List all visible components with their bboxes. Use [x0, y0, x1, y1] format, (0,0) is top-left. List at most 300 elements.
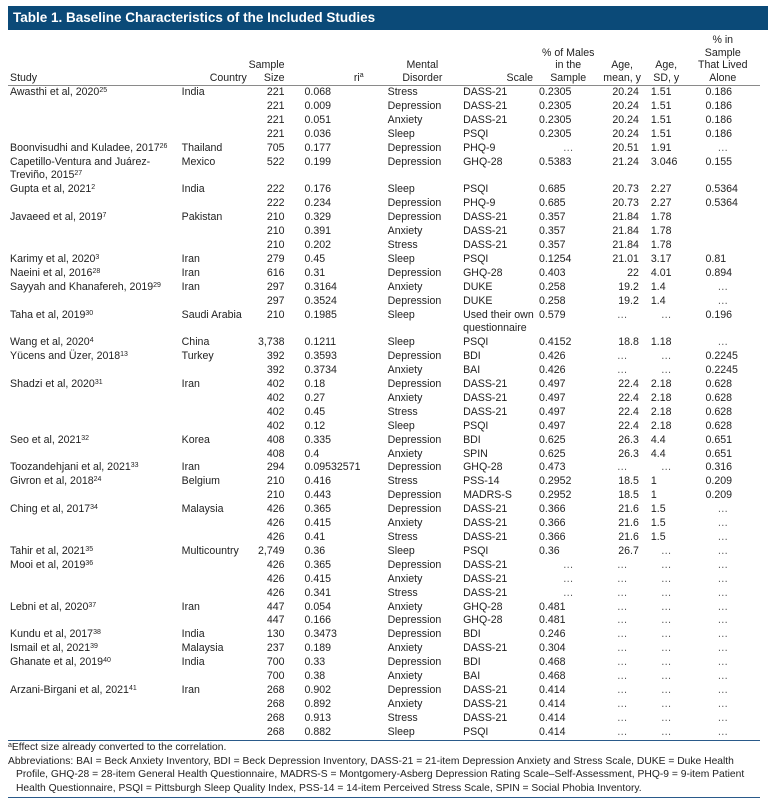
cell-size: 447 — [266, 614, 285, 627]
header-alone-line2: Sample — [704, 46, 741, 59]
cell-country: China — [181, 336, 210, 349]
study-name: Gupta et al, 2021 — [10, 183, 92, 196]
cell-alone: 0.628 — [705, 378, 733, 391]
table-row — [8, 712, 760, 726]
cell-ri: 0.902 — [304, 683, 332, 696]
cell-mean: … — [616, 628, 628, 641]
cell-ri: 0.1985 — [304, 308, 337, 321]
cell-country: India — [181, 656, 205, 669]
cell-mean: 21.6 — [618, 517, 639, 530]
cell-study — [8, 628, 182, 642]
header-ri-label: ri — [353, 71, 360, 84]
cell-size: 221 — [266, 99, 285, 112]
cell-disorder: Depression — [387, 433, 442, 446]
cell-males: 0.304 — [539, 642, 566, 655]
cell-scale: DASS-21 — [463, 642, 508, 655]
study-name: Givron et al, 2018 — [10, 475, 94, 488]
table-row — [8, 253, 760, 267]
cell-ri: 0.1211 — [304, 336, 337, 349]
cell-sd: 2.27 — [650, 197, 672, 210]
cell-sd: 2.18 — [650, 378, 672, 391]
cell-mean: … — [616, 461, 628, 474]
cell-alone: 0.209 — [705, 489, 733, 502]
table-row — [8, 573, 760, 587]
cell-disorder: Stress — [387, 405, 418, 418]
cell-ri: 0.068 — [304, 86, 332, 98]
header-ri-footnote-mark: a — [359, 71, 364, 79]
table-row — [8, 364, 760, 378]
cell-sd: 1.5 — [650, 517, 666, 530]
cell-disorder: Sleep — [387, 127, 415, 140]
cell-disorder: Depression — [387, 155, 442, 168]
cell-country: Iran — [181, 266, 200, 279]
cell-disorder: Depression — [387, 141, 442, 154]
table-row — [8, 156, 760, 184]
cell-scale: DASS-21 — [463, 711, 508, 724]
cell-sd: … — [660, 614, 672, 627]
cell-sd: … — [660, 308, 672, 321]
cell-country: Mexico — [181, 155, 216, 168]
cell-scale: BDI — [463, 656, 481, 669]
reference-number: 13 — [120, 351, 128, 359]
cell-males: 0.357 — [539, 225, 566, 238]
cell-country: Iran — [181, 252, 200, 265]
cell-country — [182, 392, 247, 406]
header-country-label: Country — [209, 71, 247, 84]
cell-disorder: Depression — [387, 614, 442, 627]
table-row — [8, 281, 760, 295]
cell-disorder: Sleep — [387, 308, 415, 321]
cell-mean: 20.24 — [612, 127, 639, 140]
header-mean-line2: mean, y — [603, 71, 641, 84]
cell-mean: 26.3 — [618, 447, 639, 460]
cell-study — [8, 114, 182, 128]
cell-size: 705 — [266, 141, 285, 154]
cell-males: 0.579 — [539, 308, 566, 321]
cell-males: 0.625 — [539, 433, 566, 446]
study-name: Shadzi et al, 2020 — [10, 378, 95, 391]
cell-country — [182, 587, 247, 601]
cell-alone — [686, 239, 760, 253]
cell-males: 0.468 — [539, 670, 566, 683]
reference-number: 26 — [159, 142, 168, 150]
cell-ri: 0.341 — [304, 586, 332, 599]
cell-sd: 2.18 — [650, 419, 672, 432]
cell-ri: 0.45 — [304, 252, 326, 265]
cell-sd: 1.78 — [650, 225, 672, 238]
reference-number: 29 — [153, 281, 161, 289]
cell-size: 294 — [266, 461, 285, 474]
cell-alone: 0.186 — [705, 86, 733, 98]
cell-mean: … — [616, 656, 628, 669]
table-row — [8, 128, 760, 142]
cell-scale: DASS-21 — [463, 558, 508, 571]
table-row — [8, 587, 760, 601]
cell-size: 408 — [266, 433, 285, 446]
cell-study — [8, 420, 182, 434]
cell-sd: 3.17 — [650, 252, 672, 265]
header-ri — [287, 34, 366, 86]
cell-sd: 4.4 — [650, 433, 666, 446]
cell-scale: PSQI — [463, 419, 489, 432]
cell-scale: DASS-21 — [463, 391, 508, 404]
table-row — [8, 406, 760, 420]
cell-size: 2,749 — [258, 544, 285, 557]
cell-size: 210 — [266, 225, 285, 238]
header-males-line2: in the — [555, 59, 582, 71]
cell-scale: PSQI — [463, 183, 489, 196]
cell-size: 210 — [266, 308, 285, 321]
study-name: Tahir et al, 2021 — [10, 544, 86, 557]
cell-sd: … — [660, 544, 672, 557]
cell-sd: 1.51 — [650, 86, 672, 98]
header-alone-line4: Alone — [709, 71, 737, 84]
header-sample-size — [247, 34, 287, 86]
reference-number: 7 — [102, 212, 107, 220]
cell-disorder: Anxiety — [387, 225, 423, 238]
reference-number: 27 — [74, 170, 83, 178]
cell-size: 279 — [266, 252, 285, 265]
cell-disorder: Depression — [387, 378, 442, 391]
table-row — [8, 197, 760, 211]
cell-disorder: Stress — [387, 238, 418, 251]
cell-scale: DUKE — [463, 294, 493, 307]
cell-males: 0.2952 — [539, 475, 572, 488]
cell-alone: … — [717, 600, 729, 613]
cell-males: 0.357 — [539, 238, 566, 251]
cell-study — [8, 406, 182, 420]
cell-mean: … — [616, 711, 628, 724]
table-row — [8, 420, 760, 434]
cell-scale: DASS-21 — [463, 572, 508, 585]
study-name: Seo et al, 2021 — [10, 433, 82, 446]
study-name: Mooi et al, 2019 — [10, 558, 86, 571]
cell-males: 0.36 — [539, 544, 560, 557]
cell-study — [8, 489, 182, 503]
header-disorder-line1: Mental — [406, 59, 439, 71]
cell-study — [8, 587, 182, 601]
header-sd-line1: Age, — [655, 59, 678, 71]
cell-disorder: Anxiety — [387, 600, 423, 613]
table-row — [8, 100, 760, 114]
cell-study — [8, 336, 182, 350]
cell-ri: 0.177 — [304, 141, 332, 154]
cell-study — [8, 684, 182, 698]
cell-study — [8, 142, 182, 156]
cell-country — [182, 670, 247, 684]
cell-ri: 0.189 — [304, 642, 332, 655]
table-header-row — [8, 34, 760, 86]
cell-males: 0.2305 — [539, 127, 572, 140]
cell-scale: PSQI — [463, 252, 489, 265]
cell-disorder: Depression — [387, 350, 442, 363]
cell-size: 210 — [266, 211, 285, 224]
abbreviations-line-3: Health Questionnaire, PSQI = Pittsburgh Sleep Quality Index, PSS-14 = 14-item Perceived Stress Scale, SPIN = Social Phobia Inventory. — [16, 782, 642, 794]
cell-size: 221 — [266, 86, 285, 98]
study-name: Arzani-Birgani et al, 2021 — [10, 683, 129, 696]
header-scale-label: Scale — [506, 71, 534, 84]
cell-study — [8, 267, 182, 281]
cell-country — [182, 295, 247, 309]
cell-study — [8, 364, 182, 378]
cell-mean: 21.24 — [612, 155, 639, 168]
cell-disorder: Anxiety — [387, 391, 423, 404]
cell-size: 616 — [266, 266, 285, 279]
table-row — [8, 267, 760, 281]
study-name: Naeini et al, 2016 — [10, 266, 93, 279]
cell-disorder: Sleep — [366, 726, 457, 740]
cell-males: 0.473 — [539, 461, 566, 474]
cell-disorder: Depression — [387, 211, 442, 224]
cell-mean: 21.84 — [612, 238, 639, 251]
cell-country — [182, 100, 247, 114]
cell-country: Iran — [181, 461, 200, 474]
cell-alone: 0.2245 — [705, 364, 738, 377]
cell-size: 210 — [266, 238, 285, 251]
cell-country: Belgium — [181, 475, 220, 488]
header-alone-line1: % in — [712, 34, 734, 46]
cell-mean: … — [616, 308, 628, 321]
cell-sd: 1.4 — [650, 294, 666, 307]
cell-scale: BAI — [463, 670, 481, 683]
cell-mean: 22.4 — [618, 391, 639, 404]
cell-alone: 0.81 — [705, 252, 727, 265]
cell-country — [182, 420, 247, 434]
cell-disorder: Stress — [387, 86, 418, 98]
cell-males: … — [562, 558, 574, 571]
cell-size: 268 — [247, 726, 287, 740]
cell-ri: 0.27 — [304, 391, 326, 404]
header-mean-line1: Age, — [611, 59, 633, 71]
cell-country: Korea — [181, 433, 210, 446]
cell-ri: 0.36 — [304, 544, 326, 557]
cell-mean: 20.73 — [612, 197, 639, 210]
cell-study — [8, 559, 182, 573]
cell-scale: BDI — [463, 350, 481, 363]
cell-size: 210 — [266, 489, 285, 502]
cell-ri: 0.202 — [304, 238, 332, 251]
cell-males: 0.414 — [539, 726, 597, 740]
cell-alone: 0.316 — [705, 461, 733, 474]
cell-mean: 20.51 — [612, 141, 639, 154]
cell-males: 0.5383 — [539, 155, 572, 168]
reference-number: 28 — [92, 267, 101, 275]
cell-country: Turkey — [181, 350, 214, 363]
footnote-mark: a — [8, 742, 12, 749]
cell-country — [182, 489, 247, 503]
table-title: Table 1. Baseline Characteristics of the Included Studies — [8, 6, 768, 30]
cell-alone: … — [717, 558, 729, 571]
cell-sd: 2.18 — [650, 391, 672, 404]
cell-study — [8, 475, 182, 489]
cell-country: Iran — [181, 600, 200, 613]
cell-sd: 2.18 — [650, 405, 672, 418]
cell-males: 0.481 — [539, 600, 566, 613]
cell-study — [8, 517, 182, 531]
cell-sd: 1.78 — [650, 211, 672, 224]
cell-ri: 0.913 — [304, 711, 332, 724]
cell-males: 0.2305 — [539, 99, 572, 112]
cell-males: 0.1254 — [539, 252, 572, 265]
cell-alone: 0.196 — [705, 308, 733, 321]
cell-study — [8, 531, 182, 545]
cell-size: 297 — [266, 294, 285, 307]
cell-males: 0.414 — [539, 711, 566, 724]
cell-scale: GHQ-28 — [463, 155, 503, 168]
cell-males: 0.246 — [539, 628, 566, 641]
cell-males: … — [562, 586, 574, 599]
table-row — [8, 309, 760, 337]
cell-mean: 20.73 — [612, 183, 639, 196]
study-name: Kundu et al, 2017 — [10, 628, 94, 641]
cell-alone: 0.186 — [705, 113, 733, 126]
table-row — [8, 726, 760, 740]
cell-scale: DASS-21 — [463, 503, 508, 516]
cell-disorder: Anxiety — [387, 517, 423, 530]
cell-mean: … — [616, 350, 628, 363]
cell-ri: 0.3164 — [304, 280, 337, 293]
cell-country — [182, 573, 247, 587]
table-row — [8, 614, 760, 628]
cell-disorder: Depression — [387, 197, 442, 210]
study-name: Sayyah and Khanafereh, 2019 — [10, 280, 154, 293]
cell-males: 0.258 — [539, 280, 566, 293]
cell-size: 426 — [266, 503, 285, 516]
cell-sd: … — [660, 628, 672, 641]
table-row — [8, 517, 760, 531]
cell-ri: 0.329 — [304, 211, 332, 224]
table-row — [8, 239, 760, 253]
table-row — [8, 670, 760, 684]
cell-country — [182, 712, 247, 726]
cell-country — [182, 239, 247, 253]
cell-study — [8, 698, 182, 712]
cell-males: 0.481 — [539, 614, 566, 627]
table-row — [8, 86, 760, 100]
cell-disorder: Stress — [387, 475, 418, 488]
study-name: Yücens and Üzer, 2018 — [10, 350, 121, 363]
cell-sd: … — [660, 586, 672, 599]
cell-country — [182, 614, 247, 628]
cell-disorder: Stress — [387, 531, 418, 543]
cell-study — [8, 642, 182, 656]
cell-size: 402 — [266, 419, 285, 432]
cell-size: 268 — [266, 711, 285, 724]
cell-ri: 0.365 — [304, 503, 332, 516]
cell-ri: 0.391 — [304, 225, 332, 238]
cell-scale: DASS-21 — [463, 405, 508, 418]
cell-sd: 2.27 — [650, 183, 672, 196]
cell-ri: 0.234 — [304, 197, 332, 210]
cell-country: Iran — [181, 378, 200, 391]
cell-sd: … — [660, 572, 672, 585]
cell-study — [8, 156, 182, 184]
cell-ri: 0.036 — [304, 127, 332, 140]
cell-alone: 0.2245 — [705, 350, 738, 363]
cell-mean: … — [616, 614, 628, 627]
cell-disorder: Depression — [387, 503, 442, 516]
cell-mean: … — [616, 558, 628, 571]
cell-disorder: Sleep — [387, 336, 415, 349]
cell-ri: 0.45 — [304, 405, 326, 418]
cell-ri: 0.3524 — [304, 294, 337, 307]
cell-size: 221 — [266, 127, 285, 140]
cell-sd: 1 — [650, 475, 657, 488]
cell-ri: 0.051 — [304, 113, 332, 126]
bottom-rule — [8, 797, 760, 798]
table-row — [8, 503, 760, 517]
cell-alone — [686, 225, 760, 239]
cell-size: 222 — [266, 197, 285, 210]
cell-ri: 0.416 — [304, 475, 332, 488]
cell-scale: GHQ-28 — [463, 600, 503, 613]
cell-study — [8, 239, 182, 253]
cell-alone: 0.651 — [705, 447, 733, 460]
cell-size: 392 — [266, 364, 285, 377]
header-mental-disorder — [366, 34, 457, 86]
cell-ri: 0.415 — [304, 517, 332, 530]
cell-ri: 0.882 — [287, 726, 366, 740]
cell-mean: 20.24 — [612, 113, 639, 126]
cell-size: 222 — [266, 183, 285, 196]
cell-alone: … — [717, 336, 729, 349]
cell-size: 426 — [266, 558, 285, 571]
abbreviations-line-2: Profile, GHQ-28 = 28-item General Health Questionnaire, MADRS-S = Montgomery-Asberg Depression Rating Scale–Self-Assessment, PHQ-9 = 9-item Patient — [16, 769, 745, 780]
table-row — [8, 434, 760, 448]
study-name: Toozandehjani et al, 2021 — [10, 461, 131, 474]
cell-size: 426 — [266, 586, 285, 599]
cell-country — [182, 531, 247, 545]
cell-males: 0.258 — [539, 294, 566, 307]
cell-alone: … — [717, 531, 729, 543]
cell-study — [8, 295, 182, 309]
cell-size: 221 — [266, 113, 285, 126]
cell-ri: 0.38 — [304, 670, 326, 683]
study-name: Boonvisudhi and Kuladee, 2017 — [10, 141, 160, 154]
table-row — [8, 448, 760, 462]
header-age-sd — [647, 34, 686, 86]
study-name: Taha et al, 2019 — [10, 308, 86, 321]
cell-scale: GHQ-28 — [463, 266, 503, 279]
cell-mean: 22.4 — [618, 405, 639, 418]
cell-males: 0.685 — [539, 183, 566, 196]
header-country — [182, 34, 247, 86]
cell-sd: 1.91 — [650, 141, 672, 154]
cell-disorder: Depression — [387, 656, 442, 669]
table-notes — [8, 741, 760, 795]
cell-disorder: Anxiety — [387, 670, 423, 683]
cell-study — [8, 656, 182, 670]
cell-size: 426 — [266, 572, 285, 585]
cell-scale: PSS-14 — [463, 475, 500, 488]
cell-size: 237 — [266, 642, 285, 655]
cell-sd: … — [660, 697, 672, 710]
cell-males: 0.497 — [539, 405, 566, 418]
cell-country — [182, 406, 247, 420]
reference-number: 3 — [95, 253, 100, 261]
reference-number: 37 — [88, 601, 97, 609]
cell-scale: DASS-21 — [463, 211, 508, 224]
reference-number: 36 — [85, 559, 94, 567]
cell-ri: 0.166 — [304, 614, 332, 627]
cell-sd: 1 — [650, 489, 657, 502]
cell-mean: 18.5 — [618, 489, 639, 502]
cell-sd: 1.18 — [650, 336, 672, 349]
cell-mean: 21.84 — [612, 211, 639, 224]
cell-alone: 0.628 — [705, 391, 733, 404]
cell-scale: DASS-21 — [463, 586, 508, 599]
cell-size: 402 — [266, 378, 285, 391]
